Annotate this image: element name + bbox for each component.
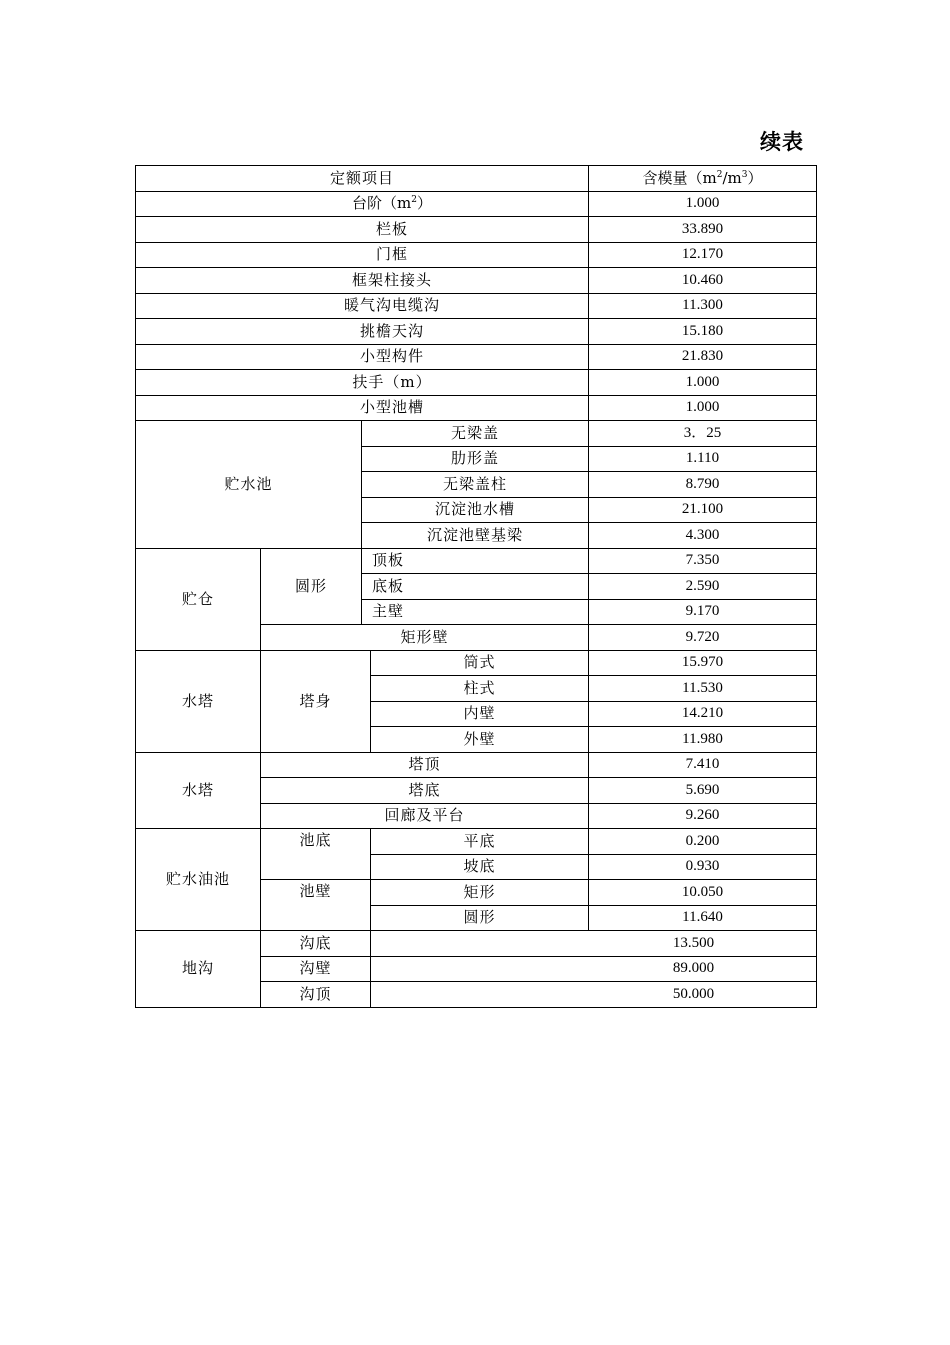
row-value: 8.790	[589, 472, 817, 498]
row-name: 门框	[136, 242, 589, 268]
table-row	[136, 421, 817, 447]
row-name: 无梁盖柱	[362, 472, 589, 498]
row-name: 筒式	[371, 650, 589, 676]
table-row	[136, 293, 817, 319]
row-value: 2.590	[589, 574, 817, 600]
row-name: 顶板	[362, 548, 589, 574]
row-value: 15.180	[589, 319, 817, 345]
row-value: 3．25	[589, 421, 817, 447]
table-row	[136, 752, 817, 778]
row-value: 7.350	[589, 548, 817, 574]
header-value: 含模量$(m^2/m^3)$	[589, 166, 817, 192]
row-name: 肋形盖	[362, 446, 589, 472]
row-name: 坡底	[371, 854, 589, 880]
group-label-trench: 地沟	[136, 931, 261, 1008]
row-value: 1.000	[589, 395, 817, 421]
table-row	[136, 344, 817, 370]
row-name: 回廊及平台	[261, 803, 589, 829]
row-name: 挑檐天沟	[136, 319, 589, 345]
group-label-reservoir: 贮水池	[136, 421, 362, 549]
row-value: 9.260	[589, 803, 817, 829]
row-name: 塔顶	[261, 752, 589, 778]
row-value: 10.050	[589, 880, 817, 906]
row-value: 9.170	[589, 599, 817, 625]
table-row	[136, 395, 817, 421]
row-value: 14.210	[589, 701, 817, 727]
row-name: 平底	[371, 829, 589, 855]
row-name: 暖气沟电缆沟	[136, 293, 589, 319]
group-label-silo: 贮仓	[136, 548, 261, 650]
row-name: 塔底	[261, 778, 589, 804]
row-name: 圆形	[371, 905, 589, 931]
formwork-quota-table	[135, 165, 817, 1008]
row-value: 13.500	[371, 931, 817, 957]
row-value: 21.100	[589, 497, 817, 523]
subgroup-label-pool-bottom: 池底	[261, 829, 371, 880]
table-row	[136, 242, 817, 268]
row-name: 沉淀池水槽	[362, 497, 589, 523]
row-value: 1.000	[589, 191, 817, 217]
row-name: 矩形	[371, 880, 589, 906]
group-label-water-tower-2: 水塔	[136, 752, 261, 829]
row-value: 4.300	[589, 523, 817, 549]
row-name: 底板	[362, 574, 589, 600]
row-value: 1.000	[589, 370, 817, 396]
table-row	[136, 829, 817, 855]
table-row	[136, 268, 817, 294]
table-row	[136, 650, 817, 676]
row-name: 小型构件	[136, 344, 589, 370]
row-value: 7.410	[589, 752, 817, 778]
table-header-row	[136, 166, 817, 192]
row-name: 栏板	[136, 217, 589, 243]
row-name: 扶手（m）	[136, 370, 589, 396]
subgroup-label-round: 圆形	[261, 548, 362, 625]
row-value: 5.690	[589, 778, 817, 804]
table-row	[136, 319, 817, 345]
row-name: 沟顶	[261, 982, 371, 1008]
row-name: 主壁	[362, 599, 589, 625]
row-value: 50.000	[371, 982, 817, 1008]
row-name: 沟底	[261, 931, 371, 957]
row-name: 小型池槽	[136, 395, 589, 421]
row-name: 沟壁	[261, 956, 371, 982]
table-row	[136, 370, 817, 396]
row-value: 11.980	[589, 727, 817, 753]
row-value: 89.000	[371, 956, 817, 982]
table-row	[136, 191, 817, 217]
subgroup-label-pool-wall: 池壁	[261, 880, 371, 931]
subgroup-label-tower-body: 塔身	[261, 650, 371, 752]
row-value: 11.300	[589, 293, 817, 319]
row-name: 框架柱接头	[136, 268, 589, 294]
table-row	[136, 931, 817, 957]
row-name: 沉淀池壁基梁	[362, 523, 589, 549]
table-row	[136, 548, 817, 574]
row-value: 12.170	[589, 242, 817, 268]
group-label-water-tower: 水塔	[136, 650, 261, 752]
group-label-oil-pool: 贮水油池	[136, 829, 261, 931]
row-value: 10.460	[589, 268, 817, 294]
header-item: 定额项目	[136, 166, 589, 192]
row-value: 33.890	[589, 217, 817, 243]
row-value: 9.720	[589, 625, 817, 651]
row-name: 内壁	[371, 701, 589, 727]
row-value: 21.830	[589, 344, 817, 370]
table-row	[136, 217, 817, 243]
row-name: 柱式	[371, 676, 589, 702]
row-value: 11.530	[589, 676, 817, 702]
row-name: 台阶$(m^2)$	[136, 191, 589, 217]
row-name: 外壁	[371, 727, 589, 753]
row-name: 矩形壁	[261, 625, 589, 651]
row-value: 0.200	[589, 829, 817, 855]
row-value: 1.110	[589, 446, 817, 472]
row-value: 0.930	[589, 854, 817, 880]
page-title: 续表	[760, 129, 804, 154]
row-value: 11.640	[589, 905, 817, 931]
row-value: 15.970	[589, 650, 817, 676]
row-name: 无梁盖	[362, 421, 589, 447]
